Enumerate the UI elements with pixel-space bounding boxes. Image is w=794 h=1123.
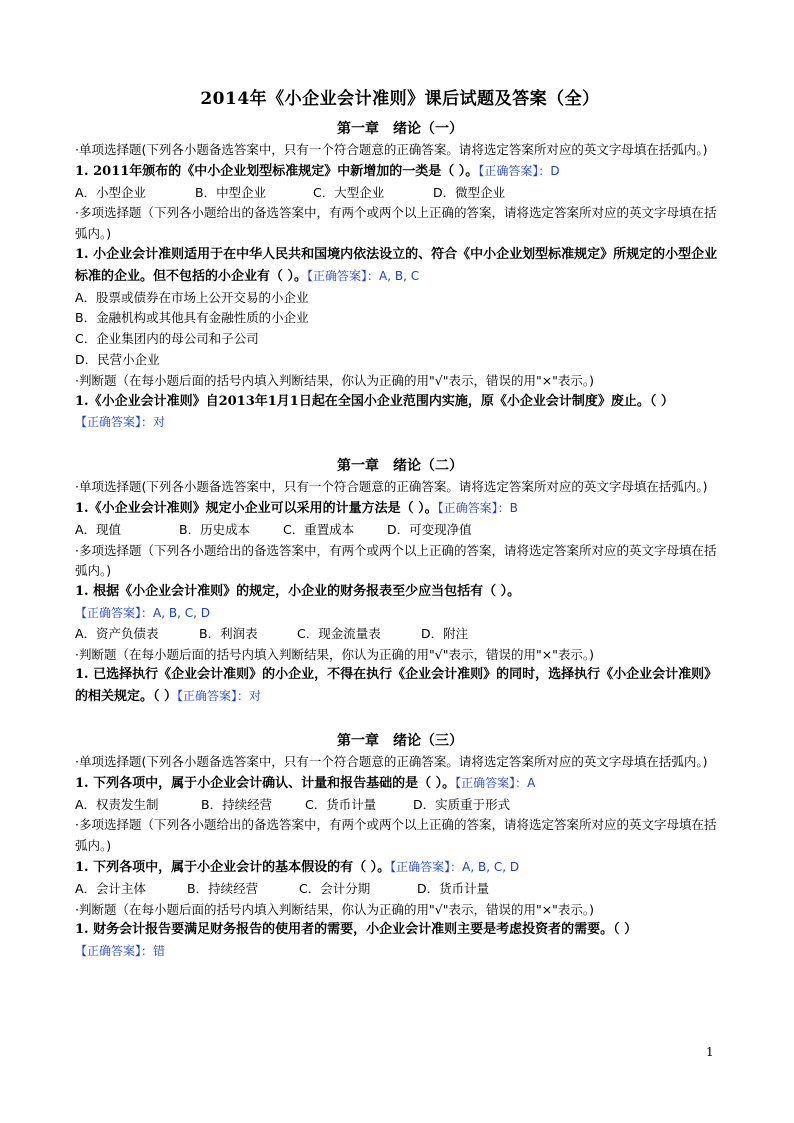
option: B．历史成本 bbox=[179, 521, 251, 537]
options-row bbox=[75, 183, 725, 204]
option: D．民营小企业 bbox=[75, 351, 160, 367]
option: A．小型企业 bbox=[75, 184, 147, 200]
option: A．会计主体 bbox=[75, 880, 147, 896]
question-text: 1. 已选择执行《企业会计准则》的小企业，不得在执行《企业会计准则》的同时，选择执行《小企业会计准则》的相关规定。（ ） bbox=[75, 667, 718, 705]
option: D．微型企业 bbox=[433, 184, 506, 200]
section-heading: 第一章 绪论（一） bbox=[337, 121, 463, 137]
option: B．金融机构或其他具有金融性质的小企业 bbox=[75, 310, 309, 326]
option: D．货币计量 bbox=[417, 880, 490, 896]
single-choice-instruction: ·单项选择题(下列各小题备选答案中，只有一个符合题意的正确答案。请将选定答案所对应的英文字母填在括弧内。) bbox=[75, 142, 708, 157]
question: 1.《小企业会计准则》自2013年1月1日起在全国小企业范围内实施，原《小企业会计制度》废止。（ ） bbox=[75, 393, 674, 409]
option: C．企业集团内的母公司和子公司 bbox=[75, 331, 259, 347]
option: A．股票或债券在市场上公开交易的小企业 bbox=[75, 289, 309, 305]
option: C．货币计量 bbox=[305, 796, 377, 812]
question: 1. 根据《小企业会计准则》的规定，小企业的财务报表至少应当包括有（ ）。 bbox=[75, 584, 521, 600]
document-page bbox=[75, 84, 725, 984]
answer: 【正确答案】：A, B, C, D bbox=[390, 859, 520, 874]
answer: 【正确答案】：A, B, C, D bbox=[75, 605, 210, 620]
question bbox=[75, 857, 725, 879]
section-1 bbox=[75, 118, 725, 433]
option: B．中型企业 bbox=[195, 184, 267, 200]
options-row bbox=[75, 879, 725, 900]
option: D．可变现净值 bbox=[387, 521, 472, 537]
option: D．附注 bbox=[421, 625, 469, 641]
options-row bbox=[75, 520, 725, 541]
options-row bbox=[75, 795, 725, 816]
judgment-instruction: ·判断题（在每小题后面的括号内填入判断结果，你认为正确的用"√"表示，错误的用"×"表示。) bbox=[75, 901, 595, 917]
question bbox=[75, 498, 725, 520]
answer: 【正确答案】：A, B, C bbox=[307, 268, 420, 283]
judgment-instruction: ·判断题（在每小题后面的括号内填入判断结果，你认为正确的用"√"表示，错误的用"×"表示。) bbox=[75, 646, 595, 662]
section-2 bbox=[75, 455, 725, 708]
option: B．利润表 bbox=[199, 625, 258, 641]
answer: 【正确答案】：B bbox=[437, 500, 518, 515]
question-text: 1. 小企业会计准则适用于在中华人民共和国境内依法设立的、符合《中小企业划型标准规定》所规定的小型企业标准的企业。但不包括的小企业有（ ）。 bbox=[75, 246, 718, 284]
question: 1. 财务会计报告要满足财务报告的使用者的需要，小企业会计准则主要是考虑投资者的需要。（ ） bbox=[75, 922, 638, 938]
answer: 【正确答案】：D bbox=[478, 163, 560, 178]
option: A．现值 bbox=[75, 521, 122, 537]
judgment-instruction: ·判断题（在每小题后面的括号内填入判断结果，你认为正确的用"√"表示，错误的用"×"表示。) bbox=[75, 372, 595, 388]
single-choice-instruction: ·单项选择题(下列各小题备选答案中，只有一个符合题意的正确答案。请将选定答案所对应的英文字母填在括弧内。) bbox=[75, 753, 708, 769]
answer: 【正确答案】：对 bbox=[177, 689, 262, 704]
option: A．权责发生制 bbox=[75, 796, 159, 812]
section-3 bbox=[75, 730, 725, 962]
option: A．资产负债表 bbox=[75, 625, 159, 641]
question bbox=[75, 245, 725, 288]
question-text: 1.《小企业会计准则》规定小企业可以采用的计量方法是（ ）。 bbox=[75, 500, 438, 516]
question-text: 1. 下列各项中，属于小企业会计的基本假设的有（ ）。 bbox=[75, 859, 391, 875]
page-number: 1 bbox=[706, 1045, 714, 1059]
option: D．实质重于形式 bbox=[413, 796, 511, 812]
question-text: 1. 下列各项中，属于小企业会计确认、计量和报告基础的是（ ）。 bbox=[75, 775, 456, 791]
option: C．会计分期 bbox=[299, 880, 371, 896]
question bbox=[75, 665, 725, 708]
options-row bbox=[75, 624, 725, 645]
question bbox=[75, 161, 725, 183]
answer: 【正确答案】：对 bbox=[75, 415, 166, 430]
option: B．持续经营 bbox=[187, 880, 259, 896]
question-text: 1. 2011年颁布的《中小企业划型标准规定》中新增加的一类是（ ）。 bbox=[75, 163, 479, 179]
section-heading: 第一章 绪论（二） bbox=[337, 458, 463, 475]
question bbox=[75, 773, 725, 795]
option: B．持续经营 bbox=[201, 796, 273, 812]
answer: 【正确答案】：A bbox=[455, 775, 536, 790]
answer: 【正确答案】：错 bbox=[75, 944, 166, 959]
multi-choice-instruction: ·多项选择题（下列各小题给出的备选答案中，有两个或两个以上正确的答案，请将选定答案所对应的英文字母填在括弧内。) bbox=[75, 542, 717, 579]
single-choice-instruction: ·单项选择题(下列各小题备选答案中，只有一个符合题意的正确答案。请将选定答案所对应的英文字母填在括弧内。) bbox=[75, 479, 708, 495]
multi-choice-instruction: ·多项选择题（下列各小题给出的备选答案中，有两个或两个以上正确的答案，请将选定答案所对应的英文字母填在括弧内。) bbox=[75, 205, 717, 242]
document-title: 2014年《小企业会计准则》课后试题及答案（全） bbox=[200, 89, 600, 109]
option: C．现金流量表 bbox=[297, 625, 381, 641]
section-heading: 第一章 绪论（三） bbox=[337, 732, 463, 749]
multi-choice-instruction: ·多项选择题（下列各小题给出的备选答案中，有两个或两个以上正确的答案，请将选定答案所对应的英文字母填在括弧内。) bbox=[75, 817, 717, 854]
option: C．大型企业 bbox=[313, 184, 385, 200]
option: C．重置成本 bbox=[283, 521, 355, 537]
